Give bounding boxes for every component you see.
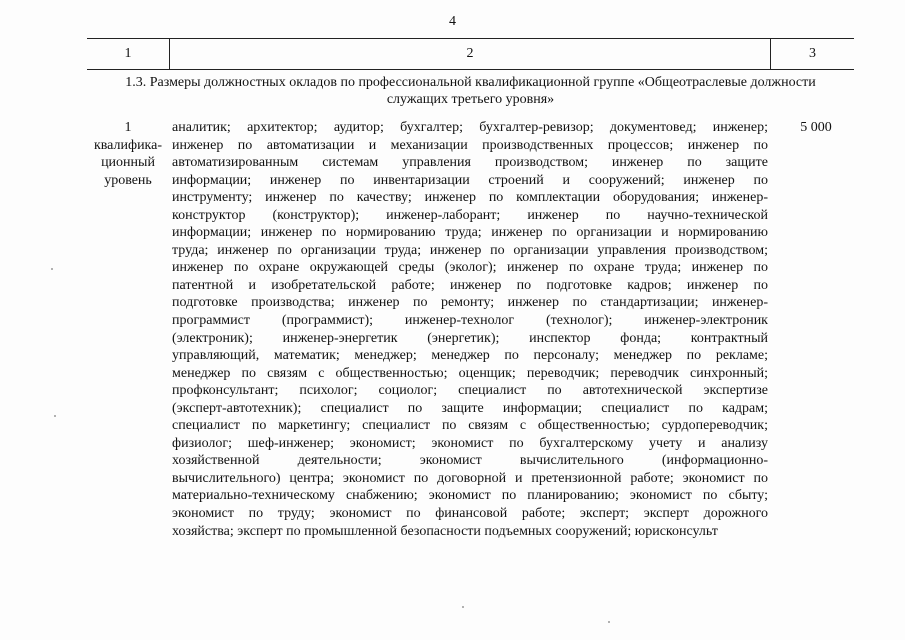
- section-title-line-1: 1.3. Размеры должностных окладов по профессиональной квалификационной группе «Общеотраслевые должности: [125, 75, 816, 90]
- positions-line: вычислительного) центра; экономист по договорной и претензионной работе; экономист по: [172, 470, 768, 486]
- positions-line: подготовке производства; инженер по ремонту; инженер по стандартизации; инженер-: [172, 295, 768, 311]
- level-line: ционный: [101, 155, 155, 170]
- positions-line: управляющий, математик; менеджер; менеджер по персоналу; менеджер по рекламе;: [172, 348, 768, 364]
- scan-speck: [54, 415, 56, 417]
- table-header-row: [87, 38, 854, 70]
- scan-speck: [608, 621, 610, 623]
- positions-line: информации; инженер по инвентаризации строений и сооружений; инженер по: [172, 172, 768, 188]
- positions-line: автоматизированным системам управления производством; инженер по защите: [172, 155, 768, 171]
- positions-line: материально-техническому снабжению; экономист по планированию; экономист по сбыту;: [172, 488, 768, 504]
- scan-speck: [51, 268, 53, 270]
- scan-speck: [462, 606, 464, 608]
- positions-line: хозяйства; эксперт по промышленной безопасности подъемных сооружений; юрисконсульт: [172, 523, 718, 539]
- table-header-col-3: 3: [809, 46, 816, 61]
- positions-line: менеджер по связям с общественностью; оценщик; переводчик; переводчик синхронный;: [172, 365, 768, 381]
- level-line: квалифика-: [93, 137, 163, 153]
- qualification-level-cell: [87, 119, 169, 189]
- positions-line: инженер по охране окружающей среды (эколог); инженер по охране труда; инженер по: [172, 260, 768, 276]
- positions-line: (эксперт-автотехник); специалист по защите информации; специалист по кадрам;: [172, 400, 768, 416]
- positions-line: (электроник); инженер-энергетик (энергетик); инспектор фонда; контрактный: [172, 330, 768, 346]
- page-number: 4: [449, 14, 456, 29]
- positions-line: специалист по маркетингу; специалист по связям с общественностью; сурдопереводчик;: [172, 418, 768, 434]
- section-title-line-2: служащих третьего уровня»: [386, 92, 555, 107]
- section-title: [87, 74, 854, 108]
- positions-line: физиолог; шеф-инженер; экономист; экономист по бухгалтерскому учету и анализу: [172, 435, 768, 451]
- positions-line: программист (программист); инженер-технолог (технолог); инженер-электроник: [172, 313, 768, 329]
- positions-line: хозяйственной деятельности; экономист вычислительного (информационно-: [172, 453, 768, 469]
- positions-list: [172, 119, 768, 540]
- table-header-col-1: 1: [87, 39, 170, 69]
- level-line: уровень: [104, 172, 152, 188]
- positions-line: конструктор (конструктор); инженер-лаборант; инженер по научно-технической: [172, 207, 768, 223]
- positions-line: аналитик; архитектор; аудитор; бухгалтер; бухгалтер-ревизор; документовед; инженер;: [172, 120, 768, 135]
- positions-line: инженер по автоматизации и механизации производственных процессов; инженер по: [172, 137, 768, 153]
- salary-value: 5 000: [800, 120, 832, 135]
- table-header-col-2: 2: [170, 39, 771, 69]
- positions-line: профконсультант; психолог; социолог; специалист по автотехнической экспертизе: [172, 383, 768, 399]
- positions-line: труда; инженер по организации труда; инженер по организации управления производством;: [172, 242, 768, 258]
- positions-line: патентной и изобретательской работе; инженер по подготовке кадров; инженер по: [172, 277, 768, 293]
- positions-line: инструменту; инженер по качеству; инженер по комплектации оборудования; инженер-: [172, 190, 768, 206]
- positions-line: информации; инженер по нормированию труда; инженер по организации и нормированию: [172, 225, 768, 241]
- positions-line: экономист по труду; экономист по финансовой работе; эксперт; эксперт дорожного: [172, 506, 768, 522]
- level-line: 1: [124, 120, 132, 135]
